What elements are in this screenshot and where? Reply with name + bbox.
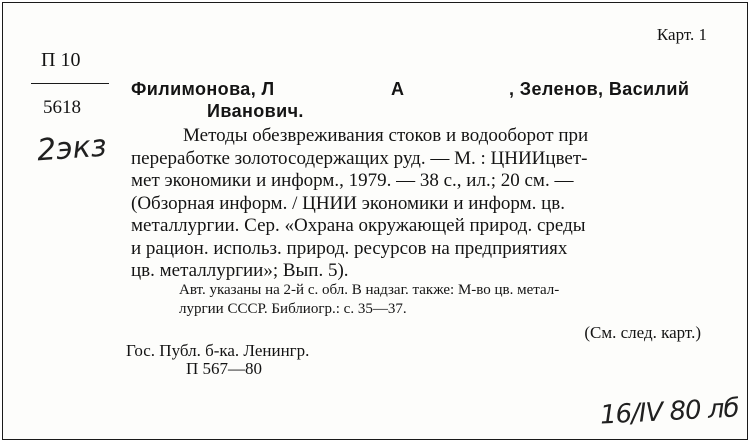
catalog-card [2,2,748,440]
note-line: лургии СССР. Библиогр.: с. 35—37. [179,301,407,317]
description-line: мет экономики и информ., 1979. — 38 с., ил.; 20 см. — [131,170,574,191]
description-line: переработке золотосодержащих руд. — М. : ЦНИИцвет- [131,147,588,169]
library-name: Гос. Публ. б-ка. Ленингр. [126,341,310,360]
author-part-3: , Зеленов, Василий [509,79,690,99]
description-line: металлургии. Сер. «Охрана окружающей природ. среды [131,215,586,236]
card-number: Карт. 1 [656,25,707,44]
author-part-2: А [391,79,405,99]
bibliographic-description [131,125,709,283]
note-line: Авт. указаны на 2-й с. обл. В надзаг. также: М-во цв. метал- [179,282,560,298]
notes [179,281,707,319]
author-part-1: Филимонова, Л [131,79,275,99]
continuation-note: (См. след. карт.) [584,323,701,342]
library-code: П 567—80 [186,359,263,378]
shelf-mark-divider [31,83,109,84]
handwritten-copies-note: 2экз [35,128,108,169]
description-line: цв. металлургии»; Вып. 5). [131,260,349,281]
shelf-mark-top: П 10 [41,49,81,71]
description-line: Методы обезвреживания стоков и водооборот при [183,125,589,146]
description-line: и рацион. использ. природ. ресурсов на предприятиях [131,237,568,259]
description-line: (Обзорная информ. / ЦНИИ экономики и информ. цв. [131,192,566,214]
handwritten-date: 16/IV 80 лб [599,393,740,431]
author-continuation: Иванович. [207,101,304,121]
shelf-mark-bottom: 5618 [43,97,81,118]
